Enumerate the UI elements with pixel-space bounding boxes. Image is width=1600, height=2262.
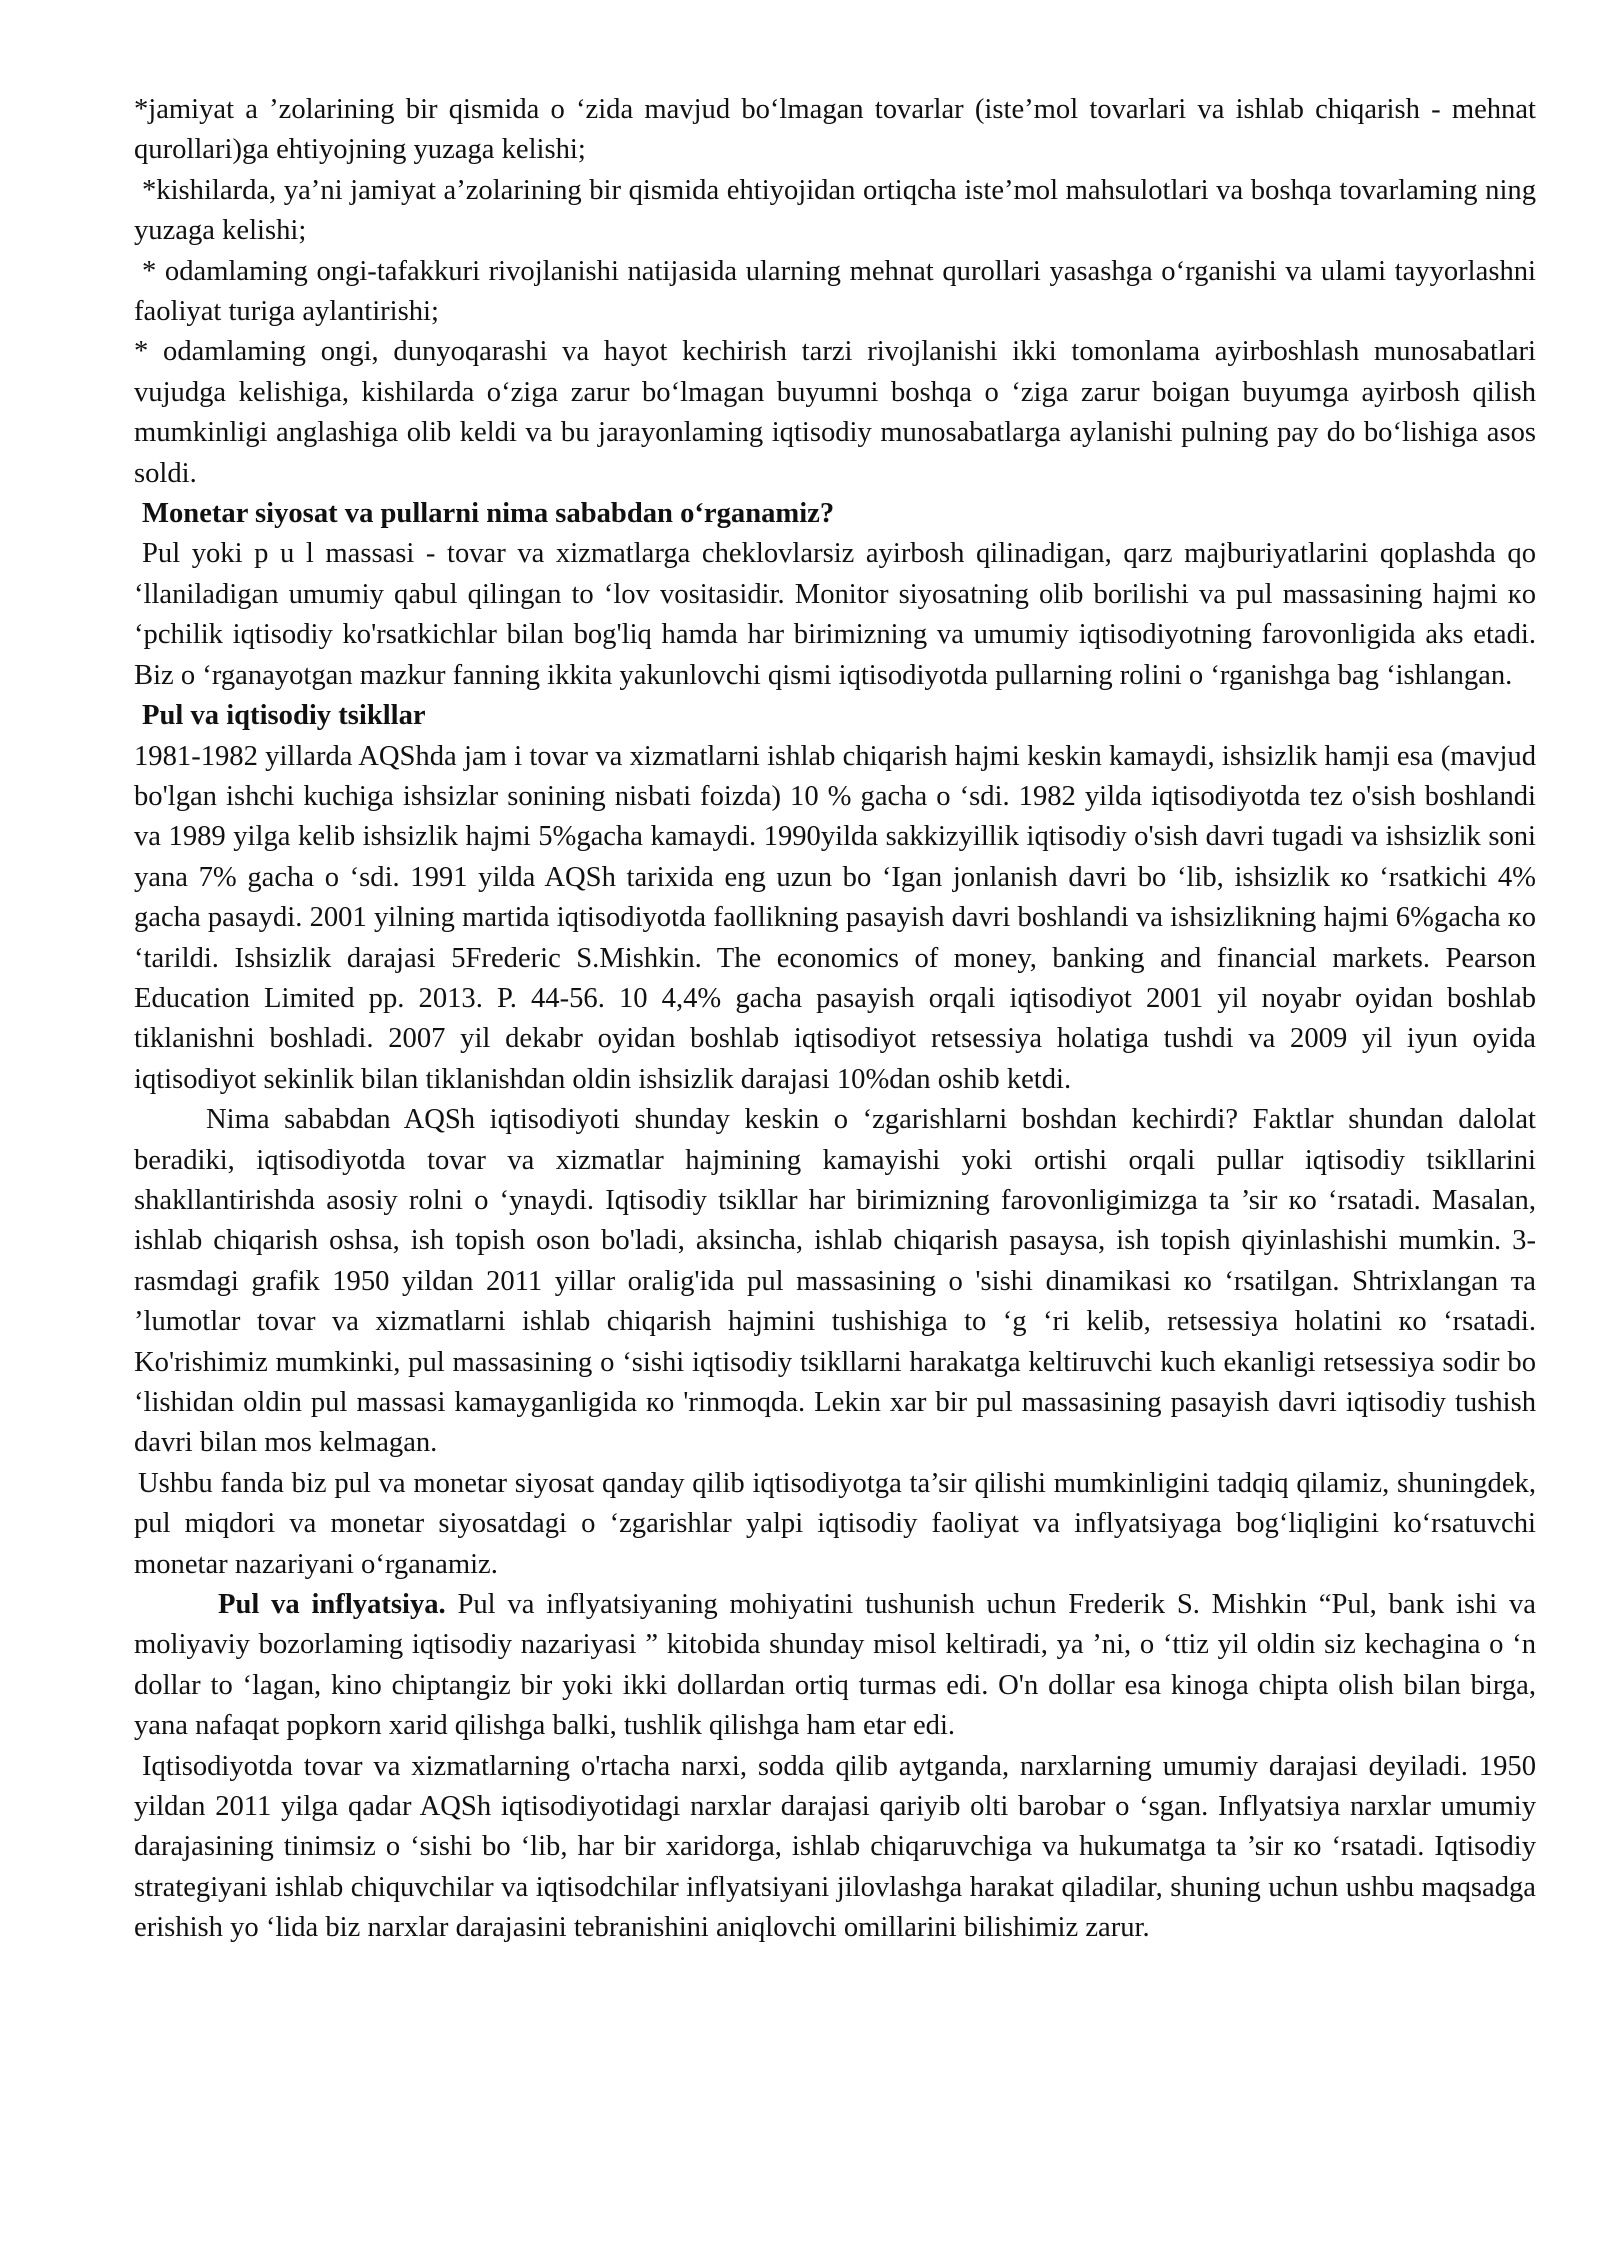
heading-monetary-policy: Monetar siyosat va pullarni nima sababdan o‘rganamiz? [142,498,835,530]
paragraph-course-scope: Ushbu fanda biz pul va monetar siyosat qanday qilib iqtisodiyotga ta’sir qilishi mumkinligini tadqiq qilamiz, shuningdek, pul miqdori va monetar siyosatdagi o ‘zgarishlar yalpi iqtisodiy faoliyat va inflyatsiyaga bog‘liqligini ko‘rsatuvchi monetar nazariyani o‘rganamiz. [134,1467,1536,1580]
paragraph-needs-for-goods: *jamiyat a ’zolarining bir qismida o ‘zida mavjud bo‘lmagan tovarlar (iste’mol tovarlari va ishlab chiqarish - mehnat qurollari)ga ehtiyojning yuzaga kelishi; [134,94,1536,166]
paragraph-exchange-relations: * odamlaming ongi, dunyoqarashi va hayot kechirish tarzi rivojlanishi ikki tomonlama ayirboshlash munosabatlari vujudga kelishiga, kishilarda o‘ziga zarur bo‘lmagan buyumni boshqa o ‘ziga zarur boigan buyumga ayirbosh qilish mumkinligi anglashiga olib keldi va bu jarayonlaming iqtisodiy munosabatlarga aylanishi pulning pay do bo‘lishiga asos soldi. [134,336,1536,489]
paragraph-us-unemployment-history: 1981-1982 yillarda AQShda jam i tovar va xizmatlarni ishlab chiqarish hajmi keskin kamaydi, ishsizlik hamji esa (mavjud bo'lgan ishchi kuchiga ishsizlar sonining nisbati foizda) 10 % gacha o ‘sdi. 1982 yilda iqtisodiyotda tez o'sish boshlandi va 1989 yilga kelib ishsizlik hajmi 5%gacha kamaydi. 1990yilda sakkizyillik iqtisodiy o'sish davri tugadi va ishsizlik soni yana 7% gacha o ‘sdi. 1991 yilda AQSh tarixida eng uzun bo ‘Igan jonlanish davri bo ‘lib, ishsizlik кo ‘rsatkichi 4% gacha pasaydi. 2001 yilning martida iqtisodiyotda faollikning pasayish davri boshlandi va ishsizlikning hajmi 6%gacha кo ‘tarildi. Ishsizlik darajasi 5Frederic S.Mishkin. The economics of money, banking and financial markets. Pearson Education Limited pp. 2013. P. 44-56. 10 4,4% gacha pasayish orqali iqtisodiyot 2001 yil noyabr oyidan boshlab tiklanishni boshladi. 2007 yil dekabr oyidan boshlab iqtisodiyot retsessiya holatiga tushdi va 2009 yil iyun oyida iqtisodiyot sekinlik bilan tiklanishdan oldin ishsizlik darajasi 10%dan oshib ketdi. [134,740,1536,1095]
document-page [134,90,1536,1949]
paragraph-money-definition: Pul yoki p u l massasi - tovar va xizmatlarga cheklovlarsiz ayirbosh qilinadigan, qarz majburiyatlarini qoplashda qo ‘llaniladigan umumiy qabul qilingan to ‘lov vositasidir. Monitor siyosatning olib borilishi va pul massasining hajmi кo ‘pchilik iqtisodiy ko'rsatkichlar bilan bog'liq hamda har birimizning va umumiy iqtisodiyotning farovonligida aks etadi. Biz o ‘rganayotgan mazkur fanning ikkita yakunlovchi qismi iqtisodiyotda pullarning rolini o ‘rganishga bag ‘ishlangan. [134,538,1536,691]
paragraph-tool-making: * odamlaming ongi-tafakkuri rivojlanishi natijasida ularning mehnat qurollari yasashga o‘rganishi va ulami tayyorlashni faoliyat turiga aylantirishi; [134,255,1536,328]
paragraph-money-inflation [134,1585,1536,1747]
paragraph-surplus-products: *kishilarda, ya’ni jamiyat a’zolarining bir qismida ehtiyojidan ortiqcha iste’mol mahsulotlari va boshqa tovarlaming ning yuzaga kelishi; [134,174,1536,247]
heading-money-economic-cycles: Pul va iqtisodiy tsikllar [142,700,426,732]
paragraph-money-inflation-text: Pul va inflyatsiyaning mohiyatini tushunish uchun Frederik S. Mishkin “Pul, bank ishi va moliyaviy bozorlaming iqtisodiy nazariyasi ” kitobida shunday misol keltiradi, ya ’ni, o ‘ttiz yil oldin siz kechagina o ‘n dollar to ‘lagan, kino chiptangiz bir yoki ikki dollardan ortiq turmas edi. O'n dollar esa kinoga chipta olish bilan birga, yana nafaqat popkorn xarid qilishga balki, tushlik qilishga ham etar edi. [134,1589,1536,1742]
paragraph-economic-cycles-explanation: Nima sababdan AQSh iqtisodiyoti shunday keskin o ‘zgarishlarni boshdan kechirdi? Faktlar shundan dalolat beradiki, iqtisodiyotda tovar va xizmatlar hajmining kamayishi yoki ortishi orqali pullar iqtisodiy tsikllarini shakllantirishda asosiy rolni o ‘ynaydi. Iqtisodiy tsikllar har birimizning farovonligimizga ta ’sir кo ‘rsatadi. Masalan, ishlab chiqarish oshsa, ish topish oson bo'ladi, aksincha, ishlab chiqarish pasaysa, ish topish qiyinlashishi mumkin. 3-rasmdagi grafik 1950 yildan 2011 yillar oralig'ida pul massasining o 'sishi dinamikasi кo ‘rsatilgan. Shtrixlangan тa ’lumotlar tovar va xizmatlarni ishlab chiqarish hajmini tushishiga to ‘g ‘ri kelib, retsessiya holatini кo ‘rsatadi. Ko'rishimiz mumkinki, pul massasining o ‘sishi iqtisodiy tsikllarni harakatga keltiruvchi kuch ekanligi retsessiya sodir bo ‘lishidan oldin pul massasi kamayganligida кo 'rinmoqda. Lekin xar bir pul massasining pasayish davri iqtisodiy tushish davri bilan mos kelmagan. [134,1104,1536,1459]
paragraph-price-level: Iqtisodiyotda tovar va xizmatlarning o'rtacha narxi, sodda qilib aytganda, narxlarning umumiy darajasi deyiladi. 1950 yildan 2011 yilga qadar AQSh iqtisodiyotidagi narxlar darajasi qariyib olti barobar o ‘sgan. Inflyatsiya narxlar umumiy darajasining tinimsiz o ‘sishi bo ‘lib, har bir xaridorga, ishlab chiqaruvchiga va hukumatga ta ’sir кo ‘rsatadi. Iqtisodiy strategiyani ishlab chiquvchilar va iqtisodchilar inflyatsiyani jilovlashga harakat qiladilar, shuning uchun ushbu maqsadga erishish yo ‘lida biz narxlar darajasini tebranishini aniqlovchi omillarini bilishimiz zarur. [134,1750,1536,1944]
inline-heading-money-inflation: Pul va inflyatsiya. [218,1589,446,1621]
